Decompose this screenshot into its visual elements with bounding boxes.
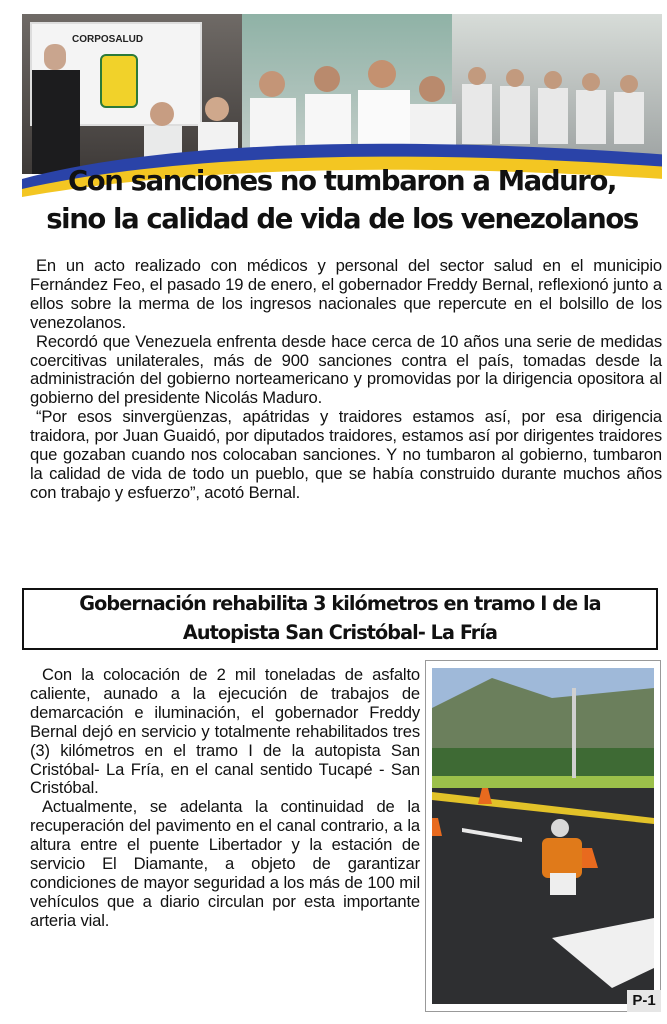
- article-2-headline-line-1: Gobernación rehabilita 3 kilómetros en tramo I de la: [79, 592, 601, 615]
- main-headline-line-1: Con sanciones no tumbaron a Maduro,: [67, 165, 616, 197]
- article-1-paragraph: Recordó que Venezuela enfrenta desde hace cerca de 10 años una serie de medidas coercitivas unilaterales, más de 900 sanciones contra el país, tomadas desde la administración del gobierno norteamericano y promovidas por la dirigencia opositora al gobierno del presidente Nicolás Maduro.: [30, 331, 662, 408]
- road-scene: [432, 668, 654, 1004]
- article-2-paragraph: Actualmente, se adelanta la continuidad de la recuperación del pavimento en el canal contrario, a la altura entre el puente Libertador y la estación de servicio El Diamante, a objeto de garantizar condiciones de mayor seguridad a los más de 100 mil vehículos que a diario circulan por esta importante arteria vial.: [30, 797, 420, 930]
- road-photo: [432, 668, 654, 1004]
- main-headline-line-2: sino la calidad de vida de los venezolanos: [46, 203, 638, 235]
- page-number: P-1: [627, 990, 661, 1012]
- article-1-paragraph: “Por esos sinvergüenzas, apátridas y traidores estamos así, por esa dirigencia traidora, por Juan Guaidó, por diputados traidores, estamos así por dirigentes traidores que gozaban cuando nos colocaban sanciones. Y no tumbaron al gobierno, tumbaron la calidad de vida de todo un pueblo, que se había construido durante muchos años con trabajo y esfuerzo”, acotó Bernal.: [30, 407, 662, 502]
- article-1-paragraph: En un acto realizado con médicos y personal del sector salud en el municipio Fernández Feo, el pasado 19 de enero, el gobernador Freddy Bernal, reflexionó junto a ellos sobre la merma de los ingresos nacionales que repercute en el bolsillo de los venezolanos.: [30, 256, 662, 332]
- article-2-headline-line-2: Autopista San Cristóbal- La Fría: [182, 621, 498, 644]
- article-2-paragraph: Con la colocación de 2 mil toneladas de asfalto caliente, aunado a la ejecución de trabajos de demarcación e iluminación, el gobernador Freddy Bernal dejó en servicio y totalmente rehabilitados tres (3) kilómetros en el tramo I de la autopista San Cristóbal- La Fría, en el canal sentido Tucapé - San Cristóbal.: [30, 665, 420, 798]
- article-2-body: [30, 666, 420, 931]
- article-2-headline: [22, 589, 658, 647]
- main-headline: [22, 162, 662, 238]
- corposalud-logo: CORPOSALUD: [72, 34, 144, 45]
- article-1-body: [30, 257, 662, 503]
